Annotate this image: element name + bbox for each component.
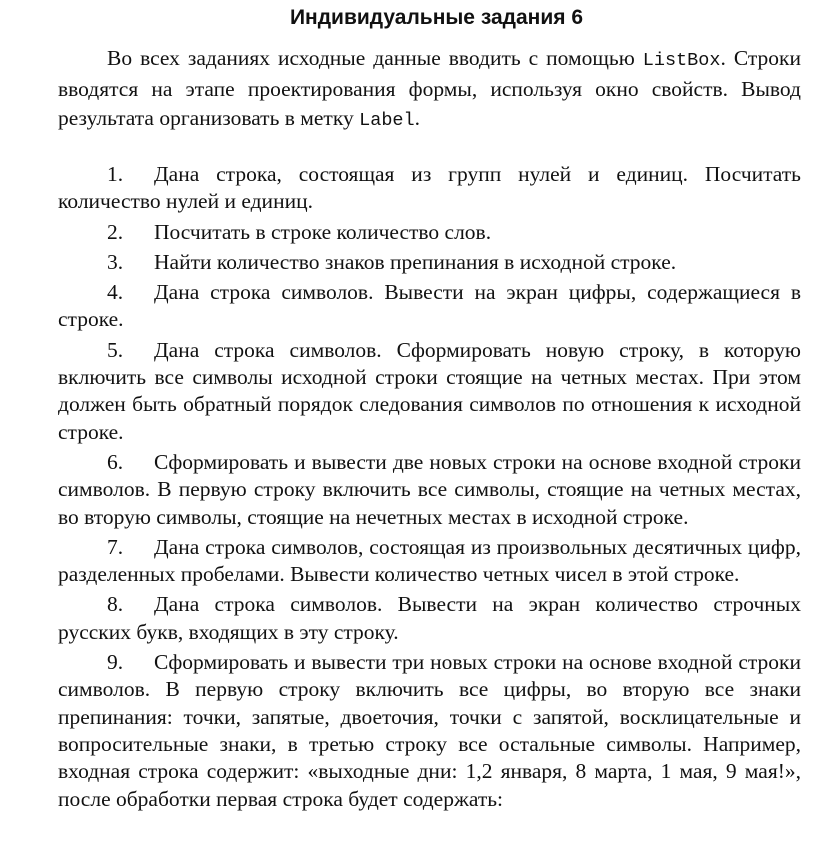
task-text: Дана строка символов. Сформировать новую строку, в которую включить все символы исходной строки стоящие на четных местах. При этом должен быть обратный порядок следования символов по отношения к исходной строке.	[58, 337, 801, 444]
task-list	[58, 161, 801, 813]
task-text: Сформировать и вывести две новых строки на основе входной строки символов. В первую строку включить все символы, стоящие на четных местах, во вторую символы, стоящие на нечетных местах в исходной строке.	[58, 449, 801, 529]
task-text: Дана строка символов, состоящая из произвольных десятичных цифр, разделенных пробелами. Вывести количество четных чисел в этой строке.	[58, 534, 801, 587]
task-item-7	[58, 534, 801, 589]
task-number: 6.	[107, 449, 124, 474]
task-number: 7.	[107, 534, 124, 559]
intro-text-1: Во всех заданиях исходные данные вводить с помощью	[107, 46, 643, 70]
task-number: 3.	[107, 249, 124, 274]
page-title: Индивидуальные задания 6	[289, 6, 584, 29]
task-number: 1.	[107, 162, 124, 186]
task-number: 9.	[107, 650, 124, 675]
task-item-2	[58, 219, 801, 246]
document-page	[58, 0, 801, 813]
task-text: Найти количество знаков препинания в исходной строке.	[154, 249, 677, 274]
task-text: Дана строка, состоящая из групп нулей и единиц. Посчитать количество нулей и единиц.	[58, 162, 801, 214]
task-text: Дана строка символов. Вывести на экран цифры, содержащиеся в строке.	[58, 280, 801, 332]
task-item-4	[58, 279, 801, 334]
task-item-6	[58, 449, 801, 531]
intro-text-2: . Строки вводятся на этапе проектирования формы, используя окно свойств. Вывод результата организовать в метку	[58, 46, 801, 130]
intro-text-3: .	[414, 106, 420, 130]
label-term: Label	[359, 110, 415, 131]
task-text: Сформировать и вывести три новых строки на основе входной строки символов. В первую строку включить все цифры, во вторую все знаки препинания: точки, запятые, двоеточия, точки с запятой, восклицательные и вопросительные знаки, в третью строку все остальные символы. Например, входная строка содержит: «выходные дни: 1,2 января, 8 марта, 1 мая, 9 мая!», после обработки первая строка будет содержать:	[58, 650, 801, 811]
task-number: 8.	[107, 592, 124, 617]
task-number: 2.	[107, 219, 124, 244]
task-number: 4.	[107, 280, 124, 305]
intro-paragraph	[58, 44, 801, 135]
task-item-5	[58, 337, 801, 446]
task-text: Дана строка символов. Вывести на экран количество строчных русских букв, входящих в эту строку.	[58, 592, 801, 644]
listbox-term: ListBox	[642, 50, 721, 71]
task-item-3	[58, 249, 801, 276]
task-item-9	[58, 649, 801, 813]
task-number: 5.	[107, 337, 124, 362]
task-item-8	[58, 591, 801, 646]
task-text: Посчитать в строке количество слов.	[154, 219, 492, 244]
task-item-1	[58, 161, 801, 216]
